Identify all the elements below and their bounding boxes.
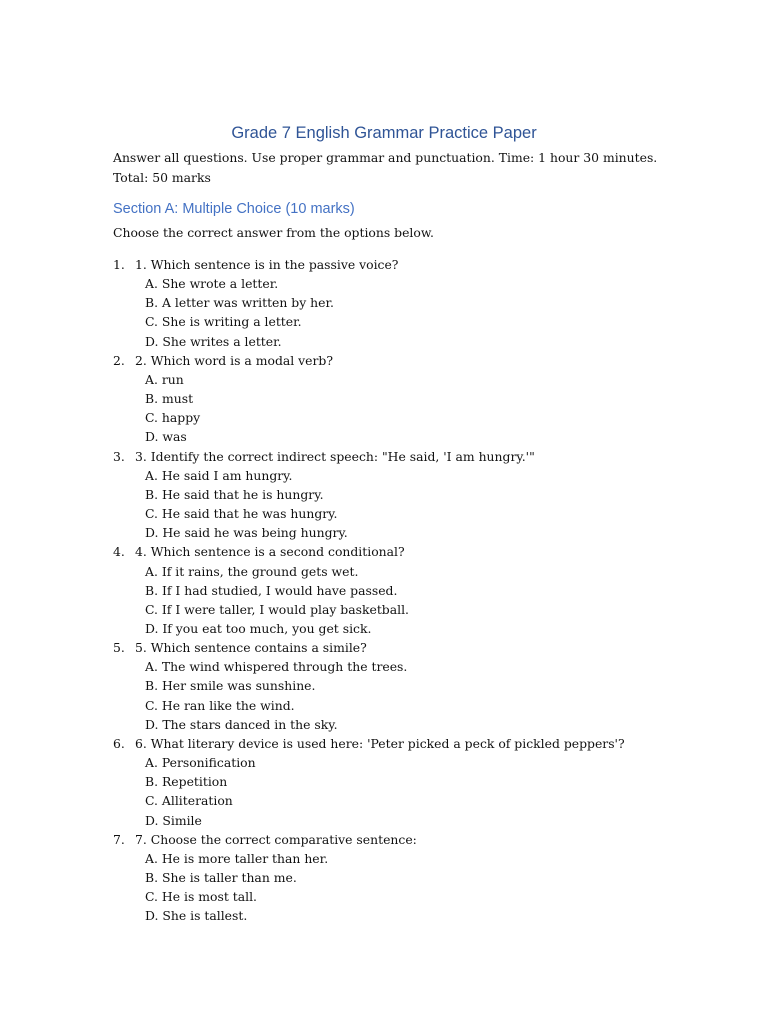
question-number: 4. xyxy=(113,544,125,560)
paper-instructions: Answer all questions. Use proper grammar and punctuation. Time: 1 hour 30 minutes. xyxy=(113,150,658,165)
question-number: 2. xyxy=(113,352,125,368)
answer-option: D. Simile xyxy=(145,812,202,828)
question-4 xyxy=(113,542,625,638)
answer-option: A. He is more taller than her. xyxy=(145,850,329,866)
option-list xyxy=(113,657,625,734)
answer-option: D. She writes a letter. xyxy=(145,333,282,349)
answer-option: C. Alliteration xyxy=(145,793,233,809)
answer-option: D. was xyxy=(145,429,187,445)
question-text: 5. Which sentence contains a simile? xyxy=(135,640,367,656)
option-list xyxy=(113,370,625,447)
question-5 xyxy=(113,638,625,734)
question-list xyxy=(113,255,625,925)
answer-option: C. He said that he was hungry. xyxy=(145,506,338,522)
answer-option: B. Repetition xyxy=(145,774,228,790)
answer-option: C. She is writing a letter. xyxy=(145,314,302,330)
option-list xyxy=(113,849,625,926)
answer-option: A. He said I am hungry. xyxy=(145,467,293,483)
section-a-heading: Section A: Multiple Choice (10 marks) xyxy=(113,201,355,217)
answer-option: A. If it rains, the ground gets wet. xyxy=(145,563,359,579)
answer-option: A. She wrote a letter. xyxy=(145,276,279,292)
question-number: 5. xyxy=(113,640,125,656)
answer-option: B. must xyxy=(145,391,194,407)
answer-option: C. happy xyxy=(145,410,201,426)
answer-option: D. The stars danced in the sky. xyxy=(145,716,338,732)
option-list xyxy=(113,274,625,351)
answer-option: C. He ran like the wind. xyxy=(145,697,295,713)
question-text: 1. Which sentence is in the passive voice? xyxy=(135,257,399,272)
option-list xyxy=(113,466,625,543)
question-text: 2. Which word is a modal verb? xyxy=(135,352,334,368)
answer-option: B. If I had studied, I would have passed. xyxy=(145,582,398,598)
question-1 xyxy=(113,255,625,351)
option-list xyxy=(113,562,625,639)
question-text: 7. Choose the correct comparative sentence: xyxy=(135,831,417,847)
answer-option: D. He said he was being hungry. xyxy=(145,525,348,541)
question-line xyxy=(113,734,625,753)
option-list xyxy=(113,753,625,830)
paper-title: Grade 7 English Grammar Practice Paper xyxy=(231,124,537,142)
answer-option: C. If I were taller, I would play basketball. xyxy=(145,601,409,617)
answer-option: B. Her smile was sunshine. xyxy=(145,678,316,694)
answer-option: D. She is tallest. xyxy=(145,908,248,924)
question-7 xyxy=(113,830,625,926)
answer-option: D. If you eat too much, you get sick. xyxy=(145,620,372,636)
question-number: 1. xyxy=(113,257,125,272)
answer-option: A. run xyxy=(145,371,184,387)
question-line xyxy=(113,255,625,274)
section-a-instruction: Choose the correct answer from the options below. xyxy=(113,225,434,240)
question-line xyxy=(113,447,625,466)
answer-option: B. He said that he is hungry. xyxy=(145,486,324,502)
answer-option: B. She is taller than me. xyxy=(145,870,297,885)
question-6 xyxy=(113,734,625,830)
question-line xyxy=(113,542,625,561)
answer-option: B. A letter was written by her. xyxy=(145,295,334,311)
question-2 xyxy=(113,351,625,447)
question-line xyxy=(113,830,625,849)
question-number: 6. xyxy=(113,735,125,751)
answer-option: A. The wind whispered through the trees. xyxy=(145,659,408,675)
question-number: 3. xyxy=(113,448,125,464)
question-text: 6. What literary device is used here: 'Peter picked a peck of pickled peppers'? xyxy=(135,735,625,751)
answer-option: C. He is most tall. xyxy=(145,889,257,905)
answer-option: A. Personification xyxy=(145,755,256,771)
question-3 xyxy=(113,447,625,543)
question-text: 3. Identify the correct indirect speech: "He said, 'I am hungry.'" xyxy=(135,448,535,464)
paper-intro xyxy=(113,148,673,187)
question-line xyxy=(113,638,625,657)
question-text: 4. Which sentence is a second conditional? xyxy=(135,544,405,560)
question-line xyxy=(113,351,625,370)
paper-total: Total: 50 marks xyxy=(113,169,211,185)
question-number: 7. xyxy=(113,831,125,847)
